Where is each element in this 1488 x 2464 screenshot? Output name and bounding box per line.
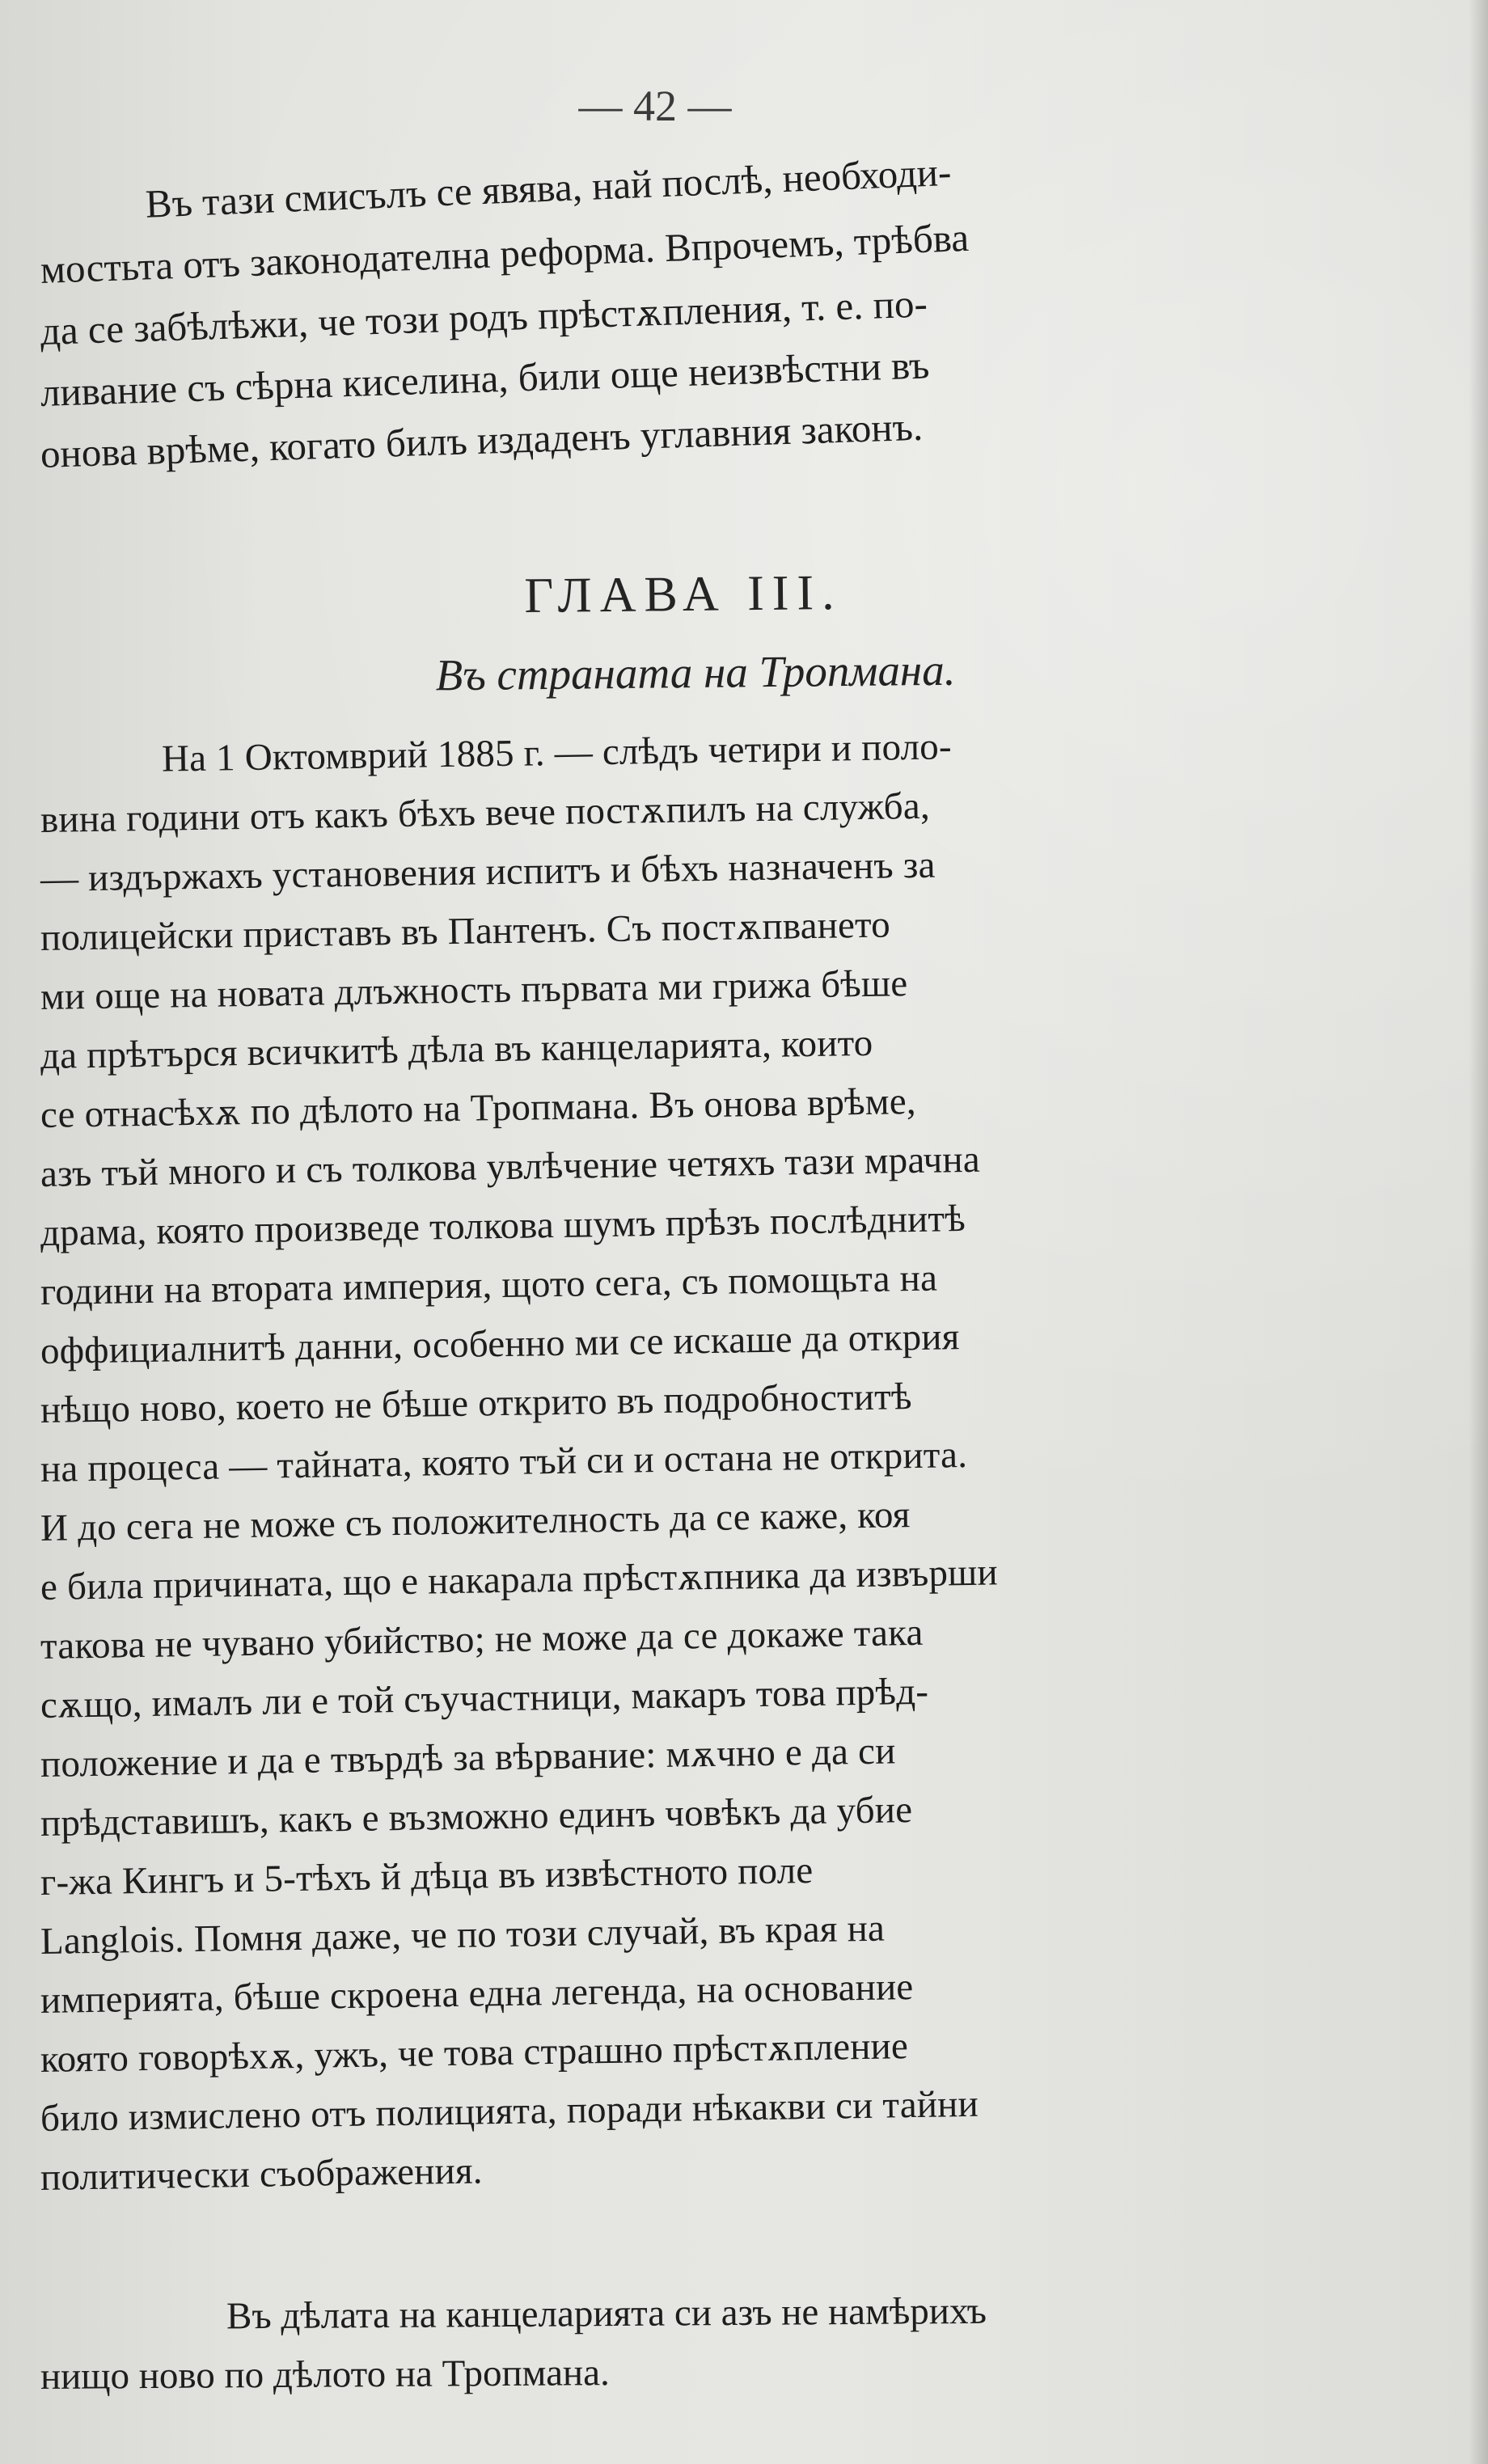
main-line: прѣдставишъ, какъ е възможно единъ човѣкъ да убие — [40, 1789, 913, 1845]
intro-line: да се забѣлѣжи, че този родъ прѣстѫпления, т. е. по- — [40, 281, 928, 353]
intro-line: мостьта отъ законодателна реформа. Впрочемъ, трѣбва — [40, 214, 970, 292]
intro-line: ливание съ сѣрна киселина, били още неизвѣстни въ — [40, 342, 931, 415]
main-line: се отнасѣхѫ по дѣлото на Тропмана. Въ онова врѣме, — [40, 1080, 917, 1136]
main-paragraph — [40, 725, 1423, 2208]
main-line: полицейски приставъ въ Пантенъ. Съ постѫпването — [40, 903, 891, 959]
main-line: нѣщо ново, което не бѣше открито въ подробноститѣ — [40, 1376, 912, 1431]
main-line: години на втората империя, щото сега, съ помощьта на — [40, 1257, 938, 1313]
main-line: азъ тъй много и съ толкова увлѣчение четяхъ тази мрачна — [40, 1138, 981, 1195]
main-line: на процеса — тайната, която тъй си и остана не открита. — [40, 1433, 968, 1490]
chapter-subtitle: Въ страната на Тропмана. — [435, 645, 956, 700]
main-line: да прѣтърся всичкитѣ дѣла въ канцеларията, които — [40, 1021, 873, 1077]
main-line: ми още на новата длъжность първата ми грижа бѣше — [40, 962, 908, 1018]
main-line: На 1 Октомврий 1885 г. — слѣдъ четири и поло- — [161, 725, 953, 780]
closing-line: Въ дѣлата на канцеларията си азъ не намѣрихъ — [226, 2289, 987, 2338]
chapter-title: ГЛАВА III. — [524, 564, 843, 624]
main-line: империята, бѣше скроена една легенда, на основание — [40, 1966, 914, 2022]
page-number: — 42 — — [578, 82, 732, 130]
main-line: такова не чувано убийство; не може да се докаже така — [40, 1611, 924, 1667]
main-line: оффициалнитѣ данни, особенно ми се искаше да открия — [40, 1316, 960, 1372]
main-line: — издържахъ установения испитъ и бѣхъ назначенъ за — [40, 843, 936, 900]
main-line: било измислено отъ полицията, поради нѣкакви си тайни — [40, 2082, 979, 2140]
main-line: Langlois. Помня даже, че по този случай, въ края на — [40, 1907, 886, 1963]
main-line: политически съображения. — [40, 2149, 484, 2199]
page-right-shadow — [1469, 0, 1488, 2464]
main-line: сѫщо, ималъ ли е той съучастници, макаръ това прѣд- — [40, 1670, 929, 1726]
intro-line: онова врѣме, когато билъ издаденъ углавния законъ. — [40, 404, 924, 476]
main-line: е била причината, що е накарала прѣстѫпника да извърши — [40, 1551, 999, 1608]
main-line: положение и да е твърдѣ за вѣрвание: мѫчно е да си — [40, 1730, 896, 1786]
main-line: г-жа Кингъ и 5-тѣхъ й дѣца въ извѣстното поле — [40, 1849, 814, 1904]
main-line: вина години отъ какъ бѣхъ вече постѫпилъ на служба, — [40, 784, 931, 841]
intro-line: Въ тази смисълъ се явява, най послѣ, необходи- — [144, 149, 953, 226]
intro-paragraph — [40, 149, 1423, 485]
main-line: драма, която произведе толкова шумъ прѣзъ послѣднитѣ — [40, 1198, 966, 1254]
closing-paragraph — [40, 2289, 1423, 2407]
closing-line: нищо ново по дѣлото на Тропмана. — [40, 2352, 610, 2398]
main-line: която говорѣхѫ, ужъ, че това страшно прѣстѫпление — [40, 2025, 909, 2081]
main-line: И до сега не може съ положителность да се каже, коя — [40, 1494, 911, 1549]
